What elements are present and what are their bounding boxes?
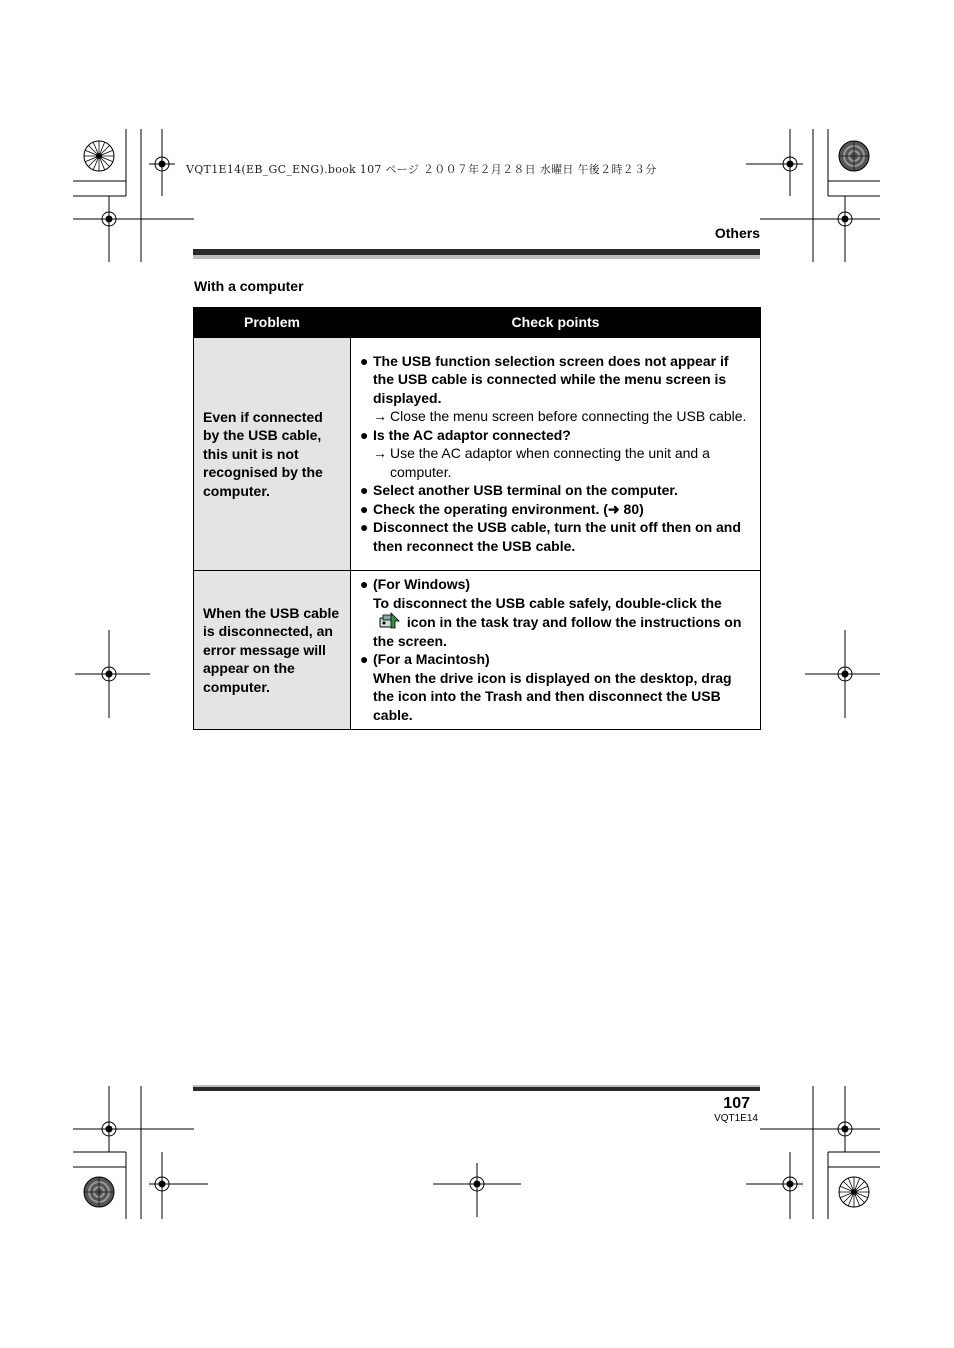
arrow-icon: → bbox=[373, 445, 387, 462]
bullet-icon: ● bbox=[360, 426, 369, 443]
bullet-icon: ● bbox=[360, 482, 369, 499]
model-code: VQT1E14 bbox=[714, 1113, 758, 1124]
bullet-icon: ● bbox=[360, 651, 369, 667]
bullet-icon: ● bbox=[360, 519, 369, 536]
action-item: → Close the menu screen before connecting the USB cable. bbox=[373, 408, 747, 425]
check-item: ● The USB function selection screen does not appear if the USB cable is connected while the menu screen is displayed. bbox=[360, 352, 729, 406]
action-item: → Use the AC adaptor when connecting the unit and a computer. bbox=[373, 445, 710, 480]
check-item: ● Check the operating environment. (➜ 80) bbox=[360, 500, 644, 517]
check-item-detail: When the drive icon is displayed on the desktop, drag the icon into the Trash and then disconnect the USB cable. bbox=[373, 669, 732, 723]
check-item: ● Is the AC adaptor connected? bbox=[360, 426, 571, 443]
table-row bbox=[194, 338, 761, 571]
header-rule bbox=[193, 249, 760, 259]
check-item: ● (For Windows) bbox=[360, 576, 471, 592]
check-item-detail: To disconnect the USB cable safely, double-click the icon in the task tray and follow the instructions on the screen. bbox=[373, 594, 742, 649]
bullet-icon: ● bbox=[360, 352, 369, 369]
bullet-icon: ● bbox=[360, 576, 369, 592]
check-item: ● Select another USB terminal on the computer. bbox=[360, 482, 678, 499]
check-item: ● (For a Macintosh) bbox=[360, 651, 490, 667]
bullet-icon: ● bbox=[360, 500, 369, 517]
page-number: 107 bbox=[723, 1095, 750, 1112]
arrow-icon: → bbox=[373, 408, 387, 425]
print-slug: VQT1E14(EB_GC_ENG).book 107 ページ ２００７年２月２８日 水曜日 午後２時２３分 bbox=[186, 163, 657, 176]
check-item: ● Disconnect the USB cable, turn the unit off then on and then reconnect the USB cable. bbox=[360, 519, 741, 554]
check-points-cell bbox=[351, 338, 761, 571]
column-header-check-points: Check points bbox=[351, 308, 761, 338]
check-points-cell bbox=[351, 571, 761, 730]
problem-cell: Even if connected by the USB cable, this unit is not recognised by the computer. bbox=[194, 338, 351, 571]
safely-remove-hardware-icon bbox=[377, 612, 401, 630]
problem-cell: When the USB cable is disconnected, an error message will appear on the computer. bbox=[194, 571, 351, 730]
troubleshooting-table bbox=[193, 307, 761, 730]
footer-rule bbox=[193, 1085, 760, 1091]
section-label: Others bbox=[714, 225, 760, 241]
table-row bbox=[194, 571, 761, 730]
subheading: With a computer bbox=[194, 278, 304, 294]
column-header-problem: Problem bbox=[194, 308, 351, 338]
